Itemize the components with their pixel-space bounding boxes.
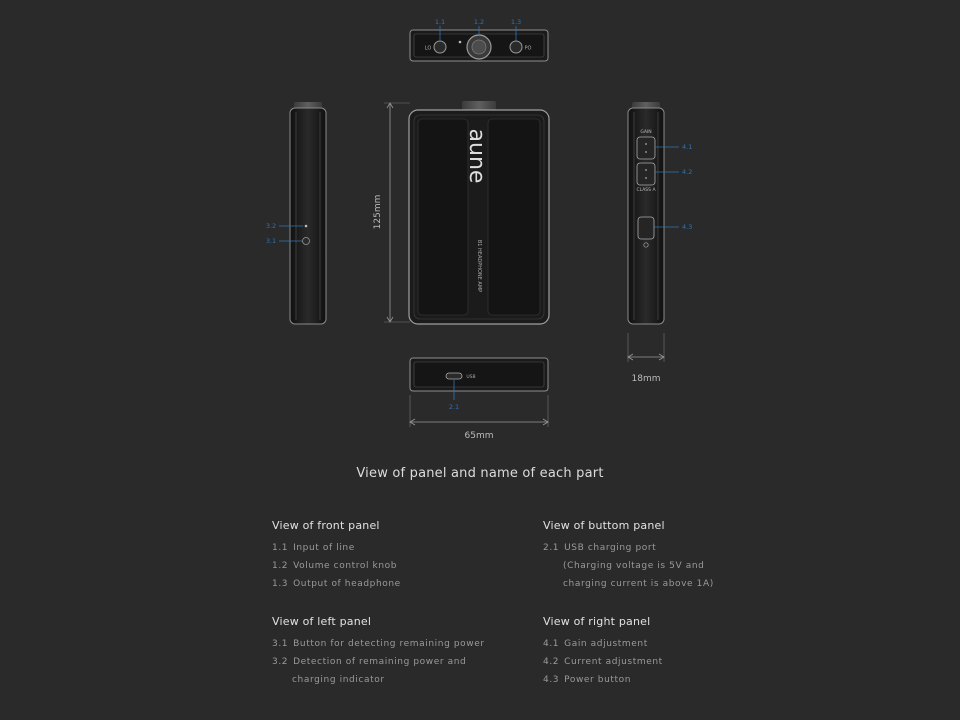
depth-dimension [628,333,664,384]
label-4-1: 4.1 [682,143,693,151]
list-item-continuation: charging indicator [292,675,385,685]
list-item: 4.2 Current adjustment [543,657,663,667]
width-dimension-text: 65mm [464,431,494,441]
label-1-3: 1.3 [510,18,522,26]
list-item: 4.3 Power button [543,675,632,685]
line-input-jack [434,41,446,53]
list-item: 1.1 Input of line [272,543,355,553]
usb-port-text: USB [466,375,476,380]
front-panel-section [272,519,572,593]
height-dimension-text: 125mm [373,194,383,230]
bottom-panel-view [410,358,548,411]
usb-port [446,373,462,379]
bottom-panel-title: View of buttom panel [543,519,665,532]
label-4-2: 4.2 [682,168,693,176]
front-panel-title: View of front panel [272,519,380,532]
front-jack-lo-text: LO [424,45,432,52]
list-item: 1.2 Volume control knob [272,561,398,571]
power-detect-button [303,238,310,245]
label-4-3: 4.3 [682,223,693,231]
power-indicator-led [305,225,308,228]
gain-switch [637,137,655,159]
right-panel-title: View of right panel [543,615,651,628]
power-button [638,217,654,239]
left-panel-view [266,102,326,324]
right-panel-view [628,102,692,324]
bottom-panel-section [543,519,843,593]
label-3-1: 3.1 [265,237,277,245]
label-1-1: 1.1 [434,18,446,26]
list-item: 4.1 Gain adjustment [543,639,648,649]
headphone-output-jack [510,41,522,53]
height-dimension [373,103,410,322]
left-panel-section [272,615,572,689]
list-item: 3.2 Detection of remaining power and [272,657,467,667]
model-text: B1 HEADPHONE AMP [476,239,482,293]
list-item-continuation: (Charging voltage is 5V and [563,561,705,571]
front-panel-view [410,18,548,61]
depth-dimension-text: 18mm [631,374,661,384]
list-item: 2.1 USB charging port [543,543,657,553]
gain-text: GAIN [640,130,652,135]
brand-logo: aune [464,128,489,184]
class-a-text: CLASS A [636,188,656,193]
diagram-caption: View of panel and name of each part [356,466,604,481]
class-a-switch [637,163,655,185]
right-panel-section [543,615,843,689]
list-item: 1.3 Output of headphone [272,579,401,589]
label-2-1: 2.1 [448,403,460,411]
main-face-view [409,101,549,324]
label-1-2: 1.2 [473,18,485,26]
width-dimension [410,395,548,441]
label-3-2: 3.2 [265,222,277,230]
left-panel-title: View of left panel [272,615,372,628]
list-item: 3.1 Button for detecting remaining power [272,639,485,649]
front-jack-po-text: PO [524,45,532,52]
list-item-continuation: charging current is above 1A) [563,579,714,589]
